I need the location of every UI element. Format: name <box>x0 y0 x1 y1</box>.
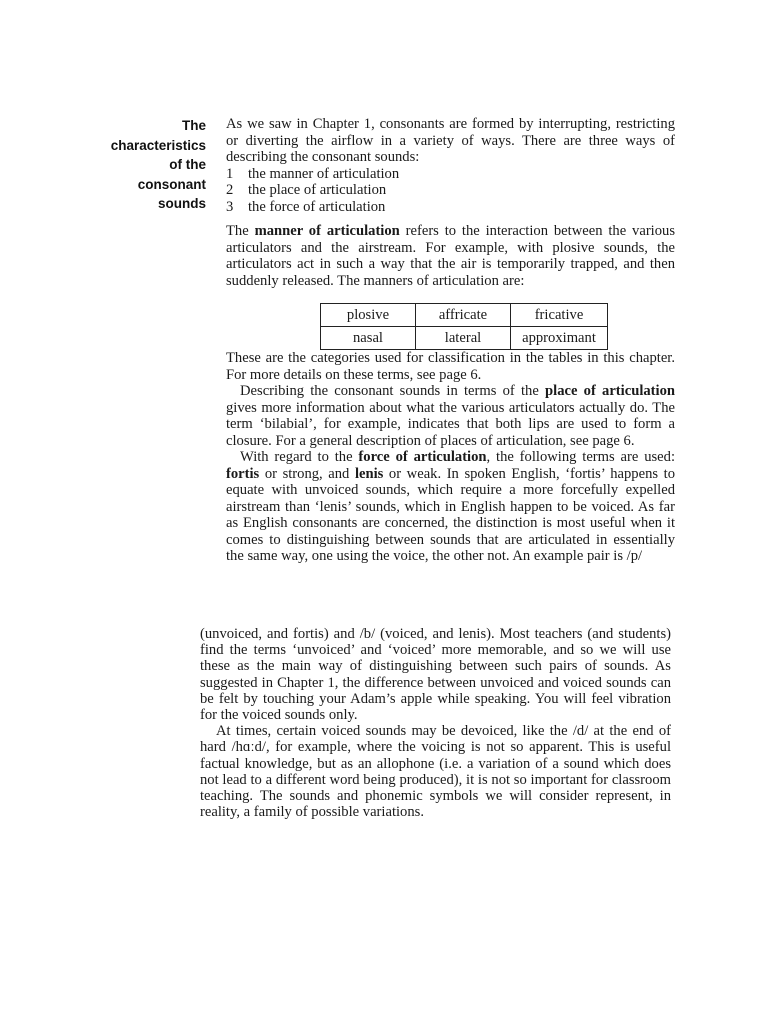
manner-paragraph <box>226 223 675 289</box>
text-run: refers to the interaction between the various articulators and the airstream. For example, with plosive sounds, the articulators act in such a way that the air is temporarily trapped, and then suddenly released. The manners of articulation are: <box>226 223 676 289</box>
table-row <box>321 327 608 350</box>
text-run: Describing the consonant sounds in terms of the <box>240 383 546 399</box>
list-text: the manner of articulation <box>248 165 400 182</box>
table-cell: approximant <box>511 327 608 350</box>
force-paragraph <box>226 449 675 565</box>
text-run: The <box>226 223 255 239</box>
text-run: or weak. In spoken English, ‘fortis’ happens to equate with unvoiced sounds, which require a more forcefully expelled airstream than ‘lenis’ sounds, which in English happen to be voiced. As far as English consonants are concerned, the distinction is most useful when it comes to distinguishing between sounds that are articulated in essentially the same way, one using the voice, the other not. An example pair is /p/ <box>226 465 675 564</box>
term-manner-of-articulation: manner of articulation <box>254 223 400 239</box>
table-cell: nasal <box>321 327 416 350</box>
place-paragraph <box>226 383 675 449</box>
list-item <box>226 199 675 216</box>
list-text: the force of articulation <box>248 198 386 215</box>
term-fortis: fortis <box>226 465 260 482</box>
articulation-list <box>226 166 675 216</box>
categories-paragraph: These are the categories used for classification in the tables in this chapter. For more details on these terms, see page 6. <box>226 350 675 383</box>
devoiced-paragraph: At times, certain voiced sounds may be devoiced, like the /d/ at the end of hard /hɑːd/, for example, where the voicing is not so apparent. This is useful factual knowledge, but as an allophone (i.e. a variation of a sound which does not lead to a different word being produced), it is not so important for classroom teaching. The sounds and phonemic symbols we will consider represent, in reality, a family of possible variations. <box>200 723 671 821</box>
list-item <box>226 182 675 199</box>
section-heading-line: sounds <box>157 196 206 212</box>
text-run: gives more information about what the various articulators actually do. The term ‘bilabial’, for example, indicates that both lips are used to form a closure. For a general description of places of articulation, see page 6. <box>226 399 675 449</box>
section-heading-line: characteristics <box>110 137 206 153</box>
main-text-column <box>226 116 675 565</box>
table-cell: lateral <box>416 327 511 350</box>
text-run: With regard to the <box>240 449 359 465</box>
list-item <box>226 166 675 183</box>
text-run: or strong, and <box>259 465 355 482</box>
term-place-of-articulation: place of articulation <box>545 383 675 399</box>
section-heading-line: consonant <box>137 176 206 192</box>
section-heading-line: of the <box>169 157 206 173</box>
table-row <box>321 304 608 327</box>
section-heading <box>92 116 206 214</box>
list-number: 3 <box>226 198 234 215</box>
list-number: 1 <box>226 165 234 182</box>
term-force-of-articulation: force of articulation <box>358 449 487 465</box>
text-run: , the following terms are used: <box>486 449 675 465</box>
list-text: the place of articulation <box>248 182 387 198</box>
table-cell: plosive <box>321 304 416 327</box>
section-heading-line: The <box>181 118 206 133</box>
table-cell: affricate <box>416 304 511 327</box>
continued-paragraph: (unvoiced, and fortis) and /b/ (voiced, and lenis). Most teachers (and students) find the terms ‘unvoiced’ and ‘voiced’ more memorable, and so we will use these as the main way of distinguishing between such pairs of sounds. As suggested in Chapter 1, the difference between unvoiced and voiced sounds can be felt by touching your Adam’s apple while speaking. You will feel vibration for the voiced sounds only. <box>200 626 671 724</box>
manner-table <box>320 303 608 350</box>
list-number: 2 <box>226 182 234 198</box>
table-cell: fricative <box>511 304 608 327</box>
term-lenis: lenis <box>354 465 384 482</box>
continued-text-column <box>200 626 671 820</box>
intro-paragraph: As we saw in Chapter 1, consonants are formed by interrupting, restricting or diverting the airflow in a variety of ways. There are three ways of describing the consonant sounds: <box>226 116 675 165</box>
